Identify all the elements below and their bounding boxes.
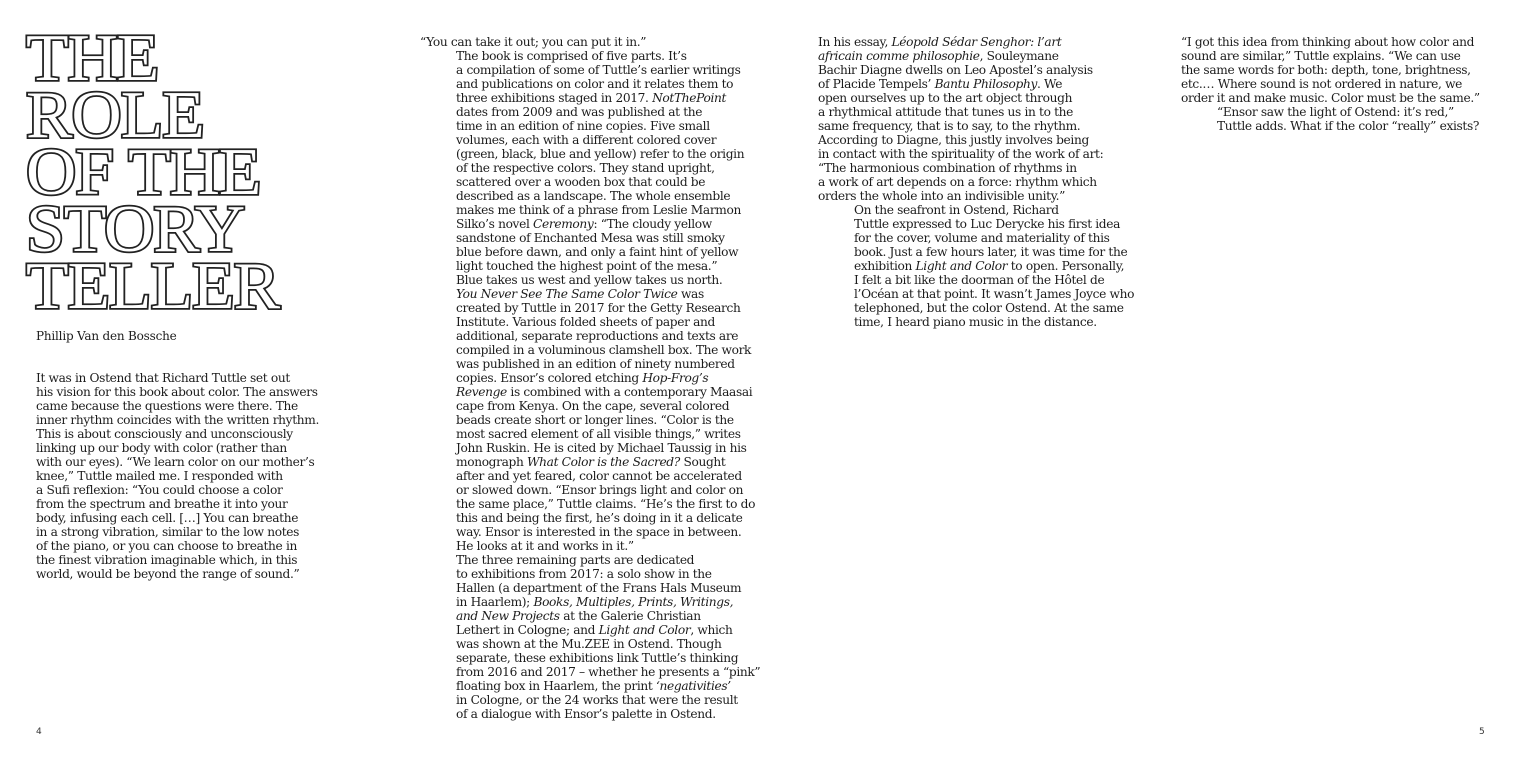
text-line: was published in an edition of ninety numbered bbox=[456, 357, 735, 371]
text-line: three exhibitions staged in 2017. NotThePoint bbox=[456, 91, 727, 105]
text-line: way. Ensor is interested in the space in between. bbox=[456, 525, 742, 539]
text-line: world, would be beyond the range of sound.” bbox=[36, 567, 300, 581]
text-line: l’Océan at that point. It wasn’t James Joyce who bbox=[854, 287, 1135, 301]
text-line: sound are similar,” Tuttle explains. “We can use bbox=[1181, 49, 1461, 63]
text-line: his vision for this book about color. The answers bbox=[36, 385, 318, 399]
text-line: makes me think of a phrase from Leslie Marmon bbox=[456, 203, 742, 217]
paragraph bbox=[420, 287, 756, 553]
text-line: a compilation of some of Tuttle’s earlier writings bbox=[456, 63, 741, 77]
text-line: of the respective colors. They stand upright, bbox=[456, 161, 715, 175]
text-line: “I got this idea from thinking about how color and bbox=[1181, 35, 1475, 49]
text-line: was shown at the Mu.ZEE in Ostend. Though bbox=[456, 637, 722, 651]
text-line: Silko’s novel Ceremony: “The cloudy yellow bbox=[456, 217, 712, 231]
text-line: Revenge is combined with a contemporary Maasai bbox=[456, 385, 753, 399]
text-line: of the piano, or you can choose to breathe in bbox=[36, 539, 297, 553]
text-line: Blue takes us west and yellow takes us north. bbox=[456, 273, 723, 287]
page-number-left: 4 bbox=[36, 727, 42, 737]
italic-title: africain comme philosophie bbox=[818, 49, 980, 63]
text-line: Lethert in Cologne; and Light and Color, which bbox=[456, 623, 733, 637]
text-line: for the cover, volume and materiality of this bbox=[854, 231, 1110, 245]
text-line: the same place,” Tuttle claims. “He’s the first to do bbox=[456, 497, 756, 511]
text-line: He looks at it and works in it.” bbox=[456, 539, 634, 553]
text-line: The book is comprised of five parts. It’s bbox=[456, 49, 687, 63]
text-column-2 bbox=[420, 35, 761, 721]
text-line: volumes, each with a different colored cover bbox=[456, 133, 717, 147]
text-line: According to Diagne, this justly involves being bbox=[818, 133, 1089, 147]
title-line: THE bbox=[26, 21, 159, 95]
italic-title: ‘negativities’ bbox=[655, 679, 731, 693]
paragraph bbox=[36, 371, 366, 581]
chapter-title bbox=[26, 21, 280, 323]
text-line: inner rhythm coincides with the written rhythm. bbox=[36, 413, 319, 427]
title-line: TELLER bbox=[26, 249, 280, 323]
text-line: and New Projects at the Galerie Christian bbox=[456, 609, 701, 623]
text-line: sandstone of Enchanted Mesa was still smoky bbox=[456, 231, 725, 245]
text-line: most sacred element of all visible things,” writes bbox=[456, 427, 741, 441]
paragraph bbox=[818, 203, 1148, 329]
text-line: knee,” Tuttle mailed me. I responded with bbox=[36, 469, 283, 483]
text-column-1 bbox=[36, 371, 366, 581]
italic-title: Books, Multiples, Prints, Writings, bbox=[533, 595, 734, 609]
text-line: in Haarlem); Books, Multiples, Prints, Writings, bbox=[456, 595, 734, 609]
text-line: cape from Kenya. On the cape, several colored bbox=[456, 399, 730, 413]
text-line: in a strong vibration, similar to the low notes bbox=[36, 525, 300, 539]
text-line: (green, black, blue and yellow) refer to the origin bbox=[456, 147, 745, 161]
text-line: You Never See The Same Color Twice was bbox=[456, 287, 704, 301]
text-line: in contact with the spirituality of the work of art: bbox=[818, 147, 1104, 161]
text-line: of Placide Tempels’ Bantu Philosophy. We bbox=[818, 77, 1063, 91]
paragraph bbox=[1181, 105, 1501, 133]
text-line: This is about consciously and unconsciously bbox=[36, 427, 293, 441]
title-line: ROLE bbox=[26, 78, 204, 152]
text-line: additional, separate reproductions and texts are bbox=[456, 329, 739, 343]
italic-title: NotThePoint bbox=[652, 91, 727, 105]
text-line: Tuttle adds. What if the color “really” exists? bbox=[1217, 119, 1480, 133]
text-line: described as a landscape. The whole ensemble bbox=[456, 189, 731, 203]
text-line: and publications on color and it relates them to bbox=[456, 77, 734, 91]
text-line: africain comme philosophie, Souleymane bbox=[818, 49, 1059, 63]
text-line: beads create short or longer lines. “Color is the bbox=[456, 413, 734, 427]
text-line: created by Tuttle in 2017 for the Getty Research bbox=[456, 301, 741, 315]
paragraph bbox=[420, 49, 750, 287]
text-line: with our eyes). “We learn color on our mother’s bbox=[36, 455, 315, 469]
italic-title: Revenge bbox=[456, 385, 507, 399]
italic-title: You Never See The Same Color Twice bbox=[456, 287, 678, 301]
text-line: the finest vibration imaginable which, in this bbox=[36, 553, 298, 567]
text-line: copies. Ensor’s colored etching Hop-Frog’s bbox=[456, 371, 709, 385]
text-line: came because the questions were there. The bbox=[36, 399, 298, 413]
text-line: Bachir Diagne dwells on Leo Apostel’s analysis bbox=[818, 63, 1093, 77]
text-line: monograph What Color is the Sacred? Sought bbox=[456, 455, 726, 469]
italic-title: Light and Color bbox=[598, 623, 691, 637]
text-line: a work of art depends on a force: rhythm which bbox=[818, 175, 1097, 189]
italic-title: Léopold Sédar Senghor: l’art bbox=[891, 35, 1062, 49]
text-line: open ourselves up to the art object through bbox=[818, 91, 1073, 105]
paragraph bbox=[818, 35, 1148, 203]
text-line: exhibition Light and Color to open. Personally, bbox=[854, 259, 1125, 273]
text-line: etc.… Where sound is not ordered in nature, we bbox=[1181, 77, 1463, 91]
text-line: blue before dawn, and only a faint hint of yellow bbox=[456, 245, 739, 259]
title-line: STORY bbox=[26, 192, 245, 266]
text-column-4 bbox=[1181, 35, 1501, 133]
italic-title: Bantu Philosophy bbox=[934, 77, 1037, 91]
italic-title: Hop-Frog’s bbox=[642, 371, 709, 385]
title-line: OF THE bbox=[26, 135, 261, 209]
text-line: scattered over a wooden box that could be bbox=[456, 175, 706, 189]
text-line: after and yet feared, color cannot be accelerated bbox=[456, 469, 742, 483]
text-line: separate, these exhibitions link Tuttle’s thinking bbox=[456, 651, 739, 665]
text-line: in Cologne, or the 24 works that were the result bbox=[456, 693, 738, 707]
text-line: this and being the first, he’s doing in it a delicate bbox=[456, 511, 743, 525]
page-number-right: 5 bbox=[1479, 727, 1485, 737]
text-line: It was in Ostend that Richard Tuttle set out bbox=[36, 371, 290, 385]
author-name: Phillip Van den Bossche bbox=[36, 329, 177, 343]
text-line: time, I heard piano music in the distance. bbox=[854, 315, 1097, 329]
text-line: dates from 2009 and was published at the bbox=[456, 105, 703, 119]
text-line: linking up our body with color (rather than bbox=[36, 441, 287, 455]
text-line: “The harmonious combination of rhythms in bbox=[818, 161, 1077, 175]
italic-title: and New Projects bbox=[456, 609, 560, 623]
text-line: or slowed down. “Ensor brings light and color on bbox=[456, 483, 744, 497]
text-line: body, infusing each cell. […] You can breathe bbox=[36, 511, 299, 525]
text-line: a Sufi reflexion: “You could choose a color bbox=[36, 483, 283, 497]
text-line: order it and make music. Color must be the same.” bbox=[1181, 91, 1480, 105]
text-line: “Ensor saw the light of Ostend: it’s red,” bbox=[1217, 105, 1454, 119]
text-line: time in an edition of nine copies. Five small bbox=[456, 119, 710, 133]
text-line: to exhibitions from 2017: a solo show in the bbox=[456, 567, 712, 581]
text-line: light touched the highest point of the mesa.” bbox=[456, 259, 718, 273]
italic-title: Light and Color bbox=[915, 259, 1008, 273]
paragraph bbox=[420, 35, 750, 49]
text-line: same frequency, that is to say, to the rhythm. bbox=[818, 119, 1081, 133]
text-line: from the spectrum and breathe it into your bbox=[36, 497, 288, 511]
text-line: compiled in a voluminous clamshell box. The work bbox=[456, 343, 752, 357]
text-line: I felt a bit like the doorman of the Hôtel de bbox=[854, 273, 1105, 287]
text-line: telephoned, but the color Ostend. At the same bbox=[854, 301, 1124, 315]
text-line: a rhythmical attitude that tunes us in to the bbox=[818, 105, 1073, 119]
paragraph bbox=[420, 553, 761, 721]
text-line: of a dialogue with Ensor’s palette in Ostend. bbox=[456, 707, 716, 721]
text-line: the same words for both: depth, tone, brightness, bbox=[1181, 63, 1471, 77]
text-line: from 2016 and 2017 – whether he presents a “pink” bbox=[456, 665, 761, 679]
italic-title: Ceremony bbox=[533, 217, 594, 231]
text-line: orders the whole into an indivisible unity.” bbox=[818, 189, 1066, 203]
text-line: The three remaining parts are dedicated bbox=[456, 553, 695, 567]
paragraph bbox=[1181, 35, 1501, 105]
text-line: John Ruskin. He is cited by Michael Taussig in his bbox=[456, 441, 747, 455]
text-column-3 bbox=[818, 35, 1148, 329]
text-line: On the seafront in Ostend, Richard bbox=[854, 203, 1059, 217]
text-line: Institute. Various folded sheets of paper and bbox=[456, 315, 715, 329]
text-line: floating box in Haarlem, the print ‘negativities’ bbox=[456, 679, 731, 693]
text-line: Tuttle expressed to Luc Derycke his first idea bbox=[854, 217, 1121, 231]
text-line: “You can take it out; you can put it in.” bbox=[420, 35, 647, 49]
text-line: Hallen (a department of the Frans Hals Museum bbox=[456, 581, 742, 595]
text-line: In his essay, Léopold Sédar Senghor: l’art bbox=[818, 35, 1062, 49]
text-line: book. Just a few hours later, it was time for the bbox=[854, 245, 1128, 259]
italic-title: What Color is the Sacred? bbox=[527, 455, 680, 469]
